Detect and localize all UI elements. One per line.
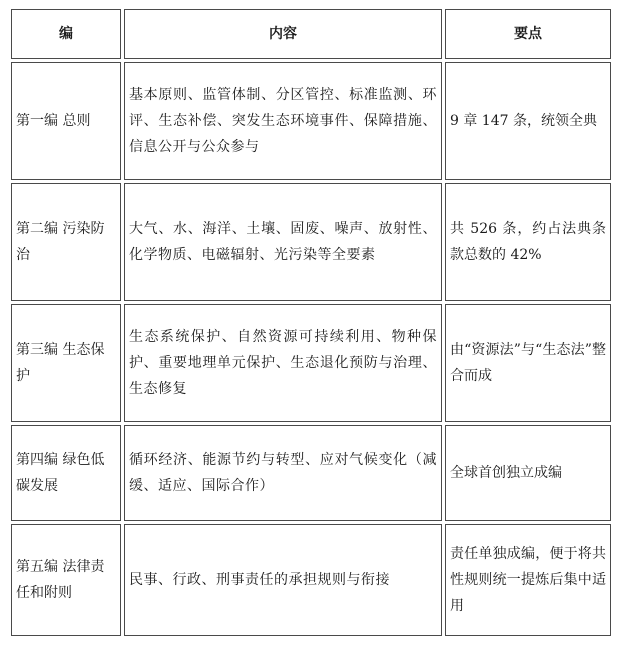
table-header-row [11, 9, 611, 59]
content-cell: 基本原则、监管体制、分区管控、标准监测、环评、生态补偿、突发生态环境事件、保障措施、信息公开与公众参与 [124, 62, 442, 180]
content-cell: 生态系统保护、自然资源可持续利用、物种保护、重要地理单元保护、生态退化预防与治理、生态修复 [124, 304, 442, 422]
code-structure-table [8, 6, 614, 639]
table-row [11, 425, 611, 521]
table-row [11, 304, 611, 422]
header-points: 要点 [445, 9, 611, 59]
table-row [11, 62, 611, 180]
point-cell: 由“资源法”与“生态法”整合而成 [445, 304, 611, 422]
content-cell: 大气、水、海洋、土壤、固废、噪声、放射性、化学物质、电磁辐射、光污染等全要素 [124, 183, 442, 301]
point-cell: 责任单独成编，便于将共性规则统一提炼后集中适用 [445, 524, 611, 636]
part-cell: 第二编 污染防治 [11, 183, 121, 301]
part-cell: 第一编 总则 [11, 62, 121, 180]
point-cell: 9 章 147 条，统领全典 [445, 62, 611, 180]
point-cell: 全球首创独立成编 [445, 425, 611, 521]
part-cell: 第五编 法律责任和附则 [11, 524, 121, 636]
header-part: 编 [11, 9, 121, 59]
content-cell: 循环经济、能源节约与转型、应对气候变化（减缓、适应、国际合作） [124, 425, 442, 521]
table-row [11, 524, 611, 636]
point-cell: 共 526 条，约占法典条款总数的 42% [445, 183, 611, 301]
part-cell: 第四编 绿色低碳发展 [11, 425, 121, 521]
content-cell: 民事、行政、刑事责任的承担规则与衔接 [124, 524, 442, 636]
header-content: 内容 [124, 9, 442, 59]
part-cell: 第三编 生态保护 [11, 304, 121, 422]
table-row [11, 183, 611, 301]
